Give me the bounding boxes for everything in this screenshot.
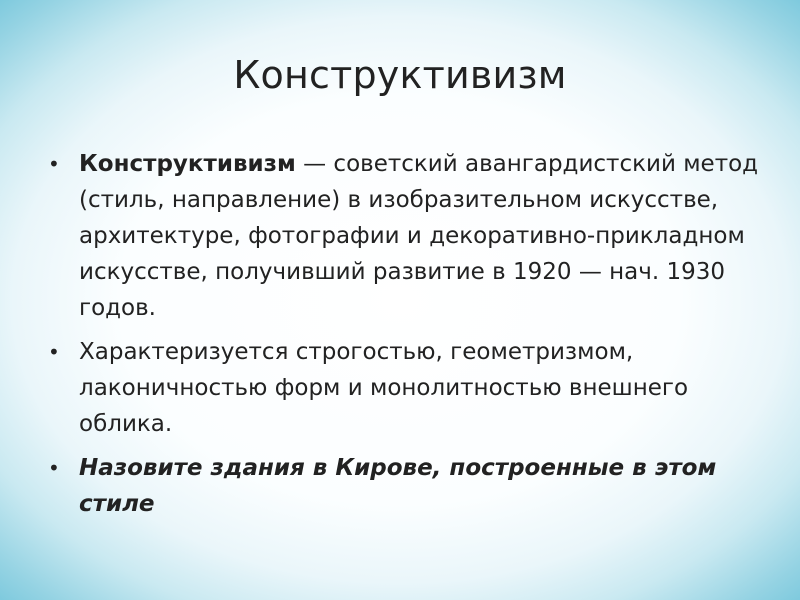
bullet-list bbox=[40, 146, 762, 522]
bullet-icon: • bbox=[48, 340, 60, 364]
bullet-item-definition bbox=[40, 146, 762, 326]
bullet-icon: • bbox=[48, 152, 60, 176]
bullet-question-text: Назовите здания в Кирове, построенные в этом стиле bbox=[79, 455, 717, 517]
bullet-text: — советский авангардистский метод (стиль, направление) в изобразительном искусстве, архитектуре, фотографии и декоративно-прикладном искусстве, получивший развитие в 1920 — нач. 1930 годов. bbox=[79, 151, 759, 321]
bullet-term: Конструктивизм bbox=[79, 151, 296, 177]
bullet-text: Характеризуется строгостью, геометризмом, лаконичностью форм и монолитностью внешнего облика. bbox=[79, 339, 689, 437]
slide-title: Конструктивизм bbox=[233, 53, 567, 97]
bullet-item-question bbox=[40, 450, 762, 522]
bullet-icon: • bbox=[48, 456, 60, 480]
bullet-item-characteristics bbox=[40, 334, 762, 442]
